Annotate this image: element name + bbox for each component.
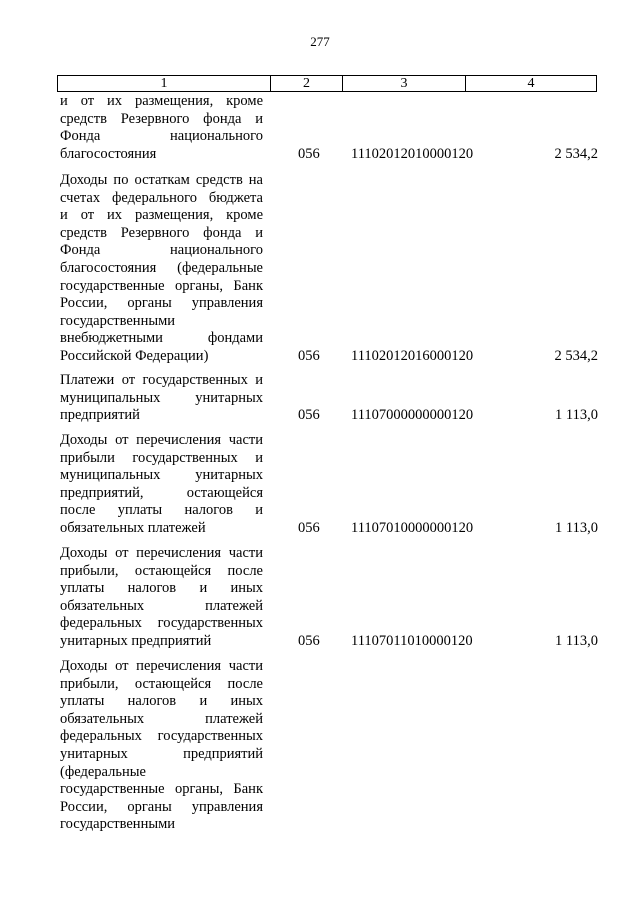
row-name-line: Платежи от государственных и [60,372,263,388]
row-name-line: и от их размещения, кроме [60,93,263,109]
row-name-line: государственные органы, Банк [60,781,263,798]
row-name-line: прибыли, остающейся после [60,562,263,579]
row-name-line: федеральных государственных [60,615,263,632]
row-name-line: Доходы от перечисления части [60,545,263,561]
row-name-line: обязательных платежей [60,710,263,727]
row-name-line: Российской Федерации) [60,347,209,364]
row-sum: 1 113,0 [555,520,598,536]
row-name-line: Фонда национального [60,128,263,145]
row-name-line: прибыли, остающейся после [60,675,263,692]
row-admin-code: 056 [298,407,320,424]
row-name-line: Доходы от перечисления части [60,432,263,448]
row-kbk: 11107011010000120 [351,633,473,649]
page-number: 277 [310,34,330,49]
table-row [60,172,600,366]
header-col-2: 2 [271,76,343,91]
row-name-line: счетах федерального бюджета [60,189,263,206]
row-name-line: государственными [60,816,176,833]
row-name-line: Доходы по остаткам средств на [60,172,263,188]
row-sum: 1 113,0 [555,633,598,649]
row-name-line: и от их размещения, кроме [60,207,263,224]
row-sum: 1 113,0 [555,407,598,424]
row-name-line: муниципальных унитарных [60,389,263,406]
row-name-line: предприятий, остающейся [60,484,263,501]
row-name-line: обязательных платежей [60,597,263,614]
row-name-line: государственные органы, Банк [60,277,263,294]
row-name [60,372,263,425]
row-admin-code: 056 [298,145,320,162]
table-row [60,658,600,834]
row-name [60,432,263,538]
table-header [57,75,597,92]
row-name-line: России, органы управления [60,295,263,312]
row-name-line: (федеральные [60,763,146,780]
row-name-line: унитарных предприятий [60,745,263,762]
row-name-line: благосостояния [60,145,157,162]
row-name-line: средств Резервного фонда и [60,224,263,241]
row-admin-code: 056 [298,348,320,364]
row-name-line: федеральных государственных [60,728,263,745]
row-name-line: благосостояния (федеральные [60,259,263,276]
row-name-line: обязательных платежей [60,519,206,536]
row-kbk: 11107000000000120 [351,407,474,424]
row-name-line: Фонда национального [60,242,263,259]
row-name-line: внебюджетными фондами [60,330,263,347]
row-kbk: 11107010000000120 [351,520,474,536]
row-name-line: государственными [60,312,176,329]
row-name-line: предприятий [60,407,140,424]
table-row [60,545,600,651]
row-sum: 2 534,2 [554,145,598,162]
row-name-line: уплаты налогов и иных [60,580,263,597]
header-col-4: 4 [527,76,535,91]
row-name-line: уплаты налогов и иных [60,693,263,710]
row-name-line: муниципальных унитарных [60,467,263,484]
row-name-line: прибыли государственных и [60,449,263,466]
row-name [60,658,263,834]
row-name-line: унитарных предприятий [60,632,212,649]
table-row [60,93,600,163]
row-kbk: 11102012010000120 [351,145,474,162]
row-name-line: Доходы от перечисления части [60,658,263,674]
row-name-line: после уплаты налогов и [60,502,263,519]
row-admin-code: 056 [298,633,320,649]
row-name [60,93,263,163]
header-col-3: 3 [343,76,466,91]
row-name-line: средств Резервного фонда и [60,110,263,127]
row-admin-code: 056 [298,520,320,536]
header-col-1: 1 [58,76,271,91]
table-row [60,432,600,538]
row-name-line: России, органы управления [60,798,263,815]
row-name [60,545,263,651]
row-sum: 2 534,2 [554,348,598,364]
table-row [60,372,600,425]
row-kbk: 11102012016000120 [351,348,474,364]
row-name [60,172,263,366]
